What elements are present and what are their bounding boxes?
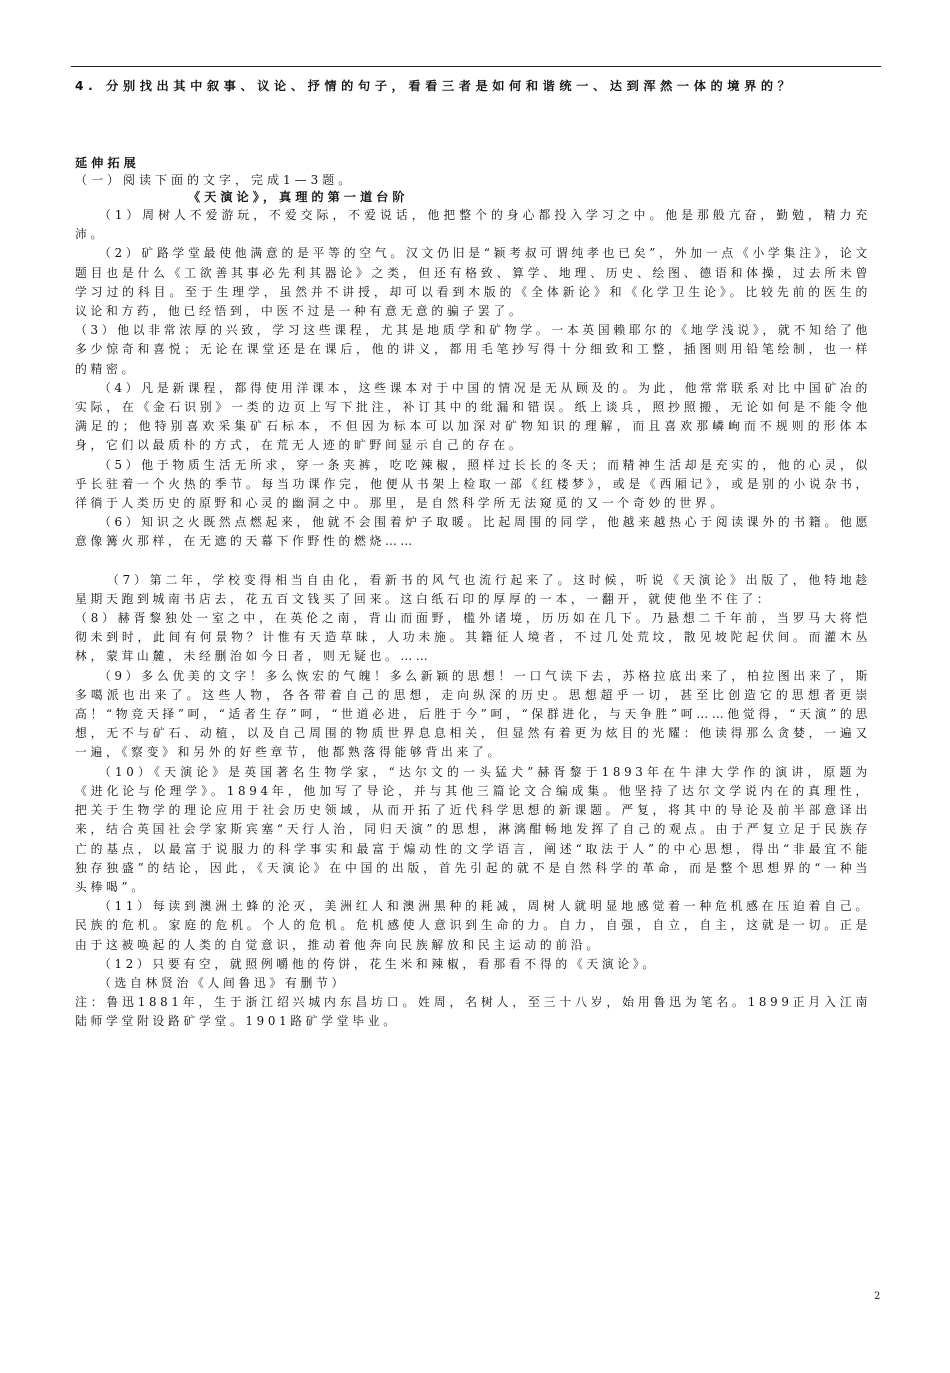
paragraph-6: （6）知识之火既然点燃起来，他就不会围着炉子取暖。比起周围的同学，他越来越热心于阅读课外的书籍。他愿意像篝火那样，在无遮的天幕下作野性的燃烧……: [75, 515, 871, 549]
paragraph-9: （9）多么优美的文字！多么恢宏的气魄！多么新颖的思想！一口气读下去，苏格拉底出来了，柏拉图出来了，斯多噶派也出来了。这些人物，各各带着自己的思想，走向纵深的历史。思想超乎一切，甚至比创造它的思想者更崇高！“物竞天择”呵，“适者生存”呵，“世道必进，后胜于今”呵，“保群进化，与天争胜”呵……他觉得，“天演”的思想，无不与矿石、动植，以及自己周围的物质世界息息相关，但显然有着更为炫目的光耀：他读得那么贪婪，一遍又一遍，《察变》和另外的好些章节，他都熟落得能够背出来了。: [75, 668, 871, 760]
paragraph-2: （2）矿路学堂最使他满意的是平等的空气。汉文仍旧是“颖考叔可谓纯孝也已矣”，外加一点《小学集注》，论文题目也是什么《工欲善其事必先利其器论》之类，但还有格致、算学、地理、历史、绘图、德语和体操，过去所未曾学习过的科目。至于生理学，虽然并不讲授，却可以看到木版的《全体新论》和《化学卫生论》。比较先前的医生的议论和方药，他已经悟到，中医不过是一种有意无意的骗子罢了。: [75, 246, 871, 319]
paragraph-10: （10）《天演论》是英国著名生物学家，“达尔文的一头猛犬”赫胥黎于1893年在牛津大学作的演讲，原题为《进化论与伦理学》。1894年，他加写了导论，并与其他三篇论文合编成集。他坚持了达尔文学说内在的真理性，把关于生物学的理论应用于社会历史领域，从而开拓了近代科学思想的新课题。严复，将其中的导论及前半部意译出来，结合英国社会学家斯宾塞“天行人治，同归天演”的思想，淋漓酣畅地发挥了自己的观点。由于严复立足于民族存亡的基点，以最富于说服力的科学事实和最富于煽动性的文学语言，阐述“取法于人”的中心思想，得出“非最宜不能独存独盛”的结论，因此，《天演论》在中国的出版，首先引起的就不是自然科学的革命，而是整个思想界的“一种当头棒喝”。: [75, 764, 871, 894]
source-citation: （选自林贤治《人间鲁迅》有删节）: [99, 975, 347, 990]
paragraph-11: （11）每读到澳洲土蜂的沦灭，美洲红人和澳洲黑种的耗减，周树人就明显地感觉着一种危机感在压迫着自己。民族的危机。家庭的危机。个人的危机。危机感使人意识到生命的力。自力，自强，自立，自主，这就是一切。正是由于这被唤起的人类的自觉意识，推动着他奔向民族解放和民主运动的前沿。: [75, 899, 871, 952]
header-rule: [71, 66, 881, 67]
paragraph-1: （1）周树人不爱游玩，不爱交际，不爱说话，他把整个的身心都投入学习之中。他是那般亢奋，勤勉，精力充沛。: [75, 208, 871, 242]
article-title: 《天演论》，真理的第一道台阶: [188, 190, 409, 204]
document-body: [75, 76, 871, 1032]
paragraph-12: （12）只要有空，就照例嚼他的侉饼，花生米和辣椒，看那看不得的《天演论》。: [99, 956, 658, 971]
paragraph-7: （7）第二年，学校变得相当自由化，看新书的风气也流行起来了。这时候，听说《天演论》出版了，他特地趁星期天跑到城南书店去，花五百文钱买了回来。这白纸石印的厚厚的一本，一翻开，就使他坐不住了：: [75, 572, 871, 606]
footnote: 注：鲁迅1881年，生于浙江绍兴城内东昌坊口。姓周，名树人，至三十八岁，始用鲁迅为笔名。1899正月入江南陆师学堂附设路矿学堂。1901路矿学堂毕业。: [75, 995, 871, 1029]
paragraph-3: （3）他以非常浓厚的兴致，学习这些课程，尤其是地质学和矿物学。一本英国赖耶尔的《地学浅说》，就不知给了他多少惊奇和喜悦；无论在课堂还是在课后，他的讲义，都用毛笔抄写得十分细致和工整，插图则用铅笔绘制，也一样的精密。: [75, 323, 871, 376]
reading-instruction: （一）阅读下面的文字，完成1—3题。: [75, 173, 355, 187]
page-number: 2: [874, 1291, 881, 1302]
paragraph-8: （8）赫胥黎独处一室之中，在英伦之南，背山而面野，槛外诸境，历历如在几下。乃悬想二千年前，当罗马大将恺彻未到时，此间有何景物？计惟有天造草昧，人功未施。其籍征人境者，不过几处荒坟，散见坡陀起伏间。而灌木丛林，蒙茸山麓，未经删治如今日者，则无疑也。……: [75, 611, 871, 664]
paragraph-5: （5）他于物质生活无所求，穿一条夹裤，吃吃辣椒，照样过长长的冬天；而精神生活却是充实的，他的心灵，似乎长驻着一个火热的季节。每当功课作完，他便从书架上检取一部《红楼梦》，或是《西厢记》，或是别的小说杂书，徉徜于人类历史的原野和心灵的幽洞之中。那里，是自然科学所无法窥觅的又一个奇妙的世界。: [75, 457, 871, 511]
paragraph-4: （4）凡是新课程，都得使用洋课本，这些课本对于中国的情况是无从顾及的。为此，他常常联系对比中国矿冶的实际，在《金石识别》一类的边页上写下批注，补订其中的纰漏和错误。纸上谈兵，照抄照搬，无论如何是不能令他满足的；他特别喜欢采集矿石标本，不但因为标本可以加深对矿物知识的理解，而且喜欢那嶙峋而不规则的形体本身，它们以最质朴的方式，在荒无人迹的旷野间显示自己的存在。: [75, 380, 871, 453]
section-title: 延伸拓展: [75, 156, 140, 170]
question-4: 4. 分别找出其中叙事、议论、抒情的句子，看看三者是如何和谐统一、达到浑然一体的境界的？: [75, 79, 795, 93]
